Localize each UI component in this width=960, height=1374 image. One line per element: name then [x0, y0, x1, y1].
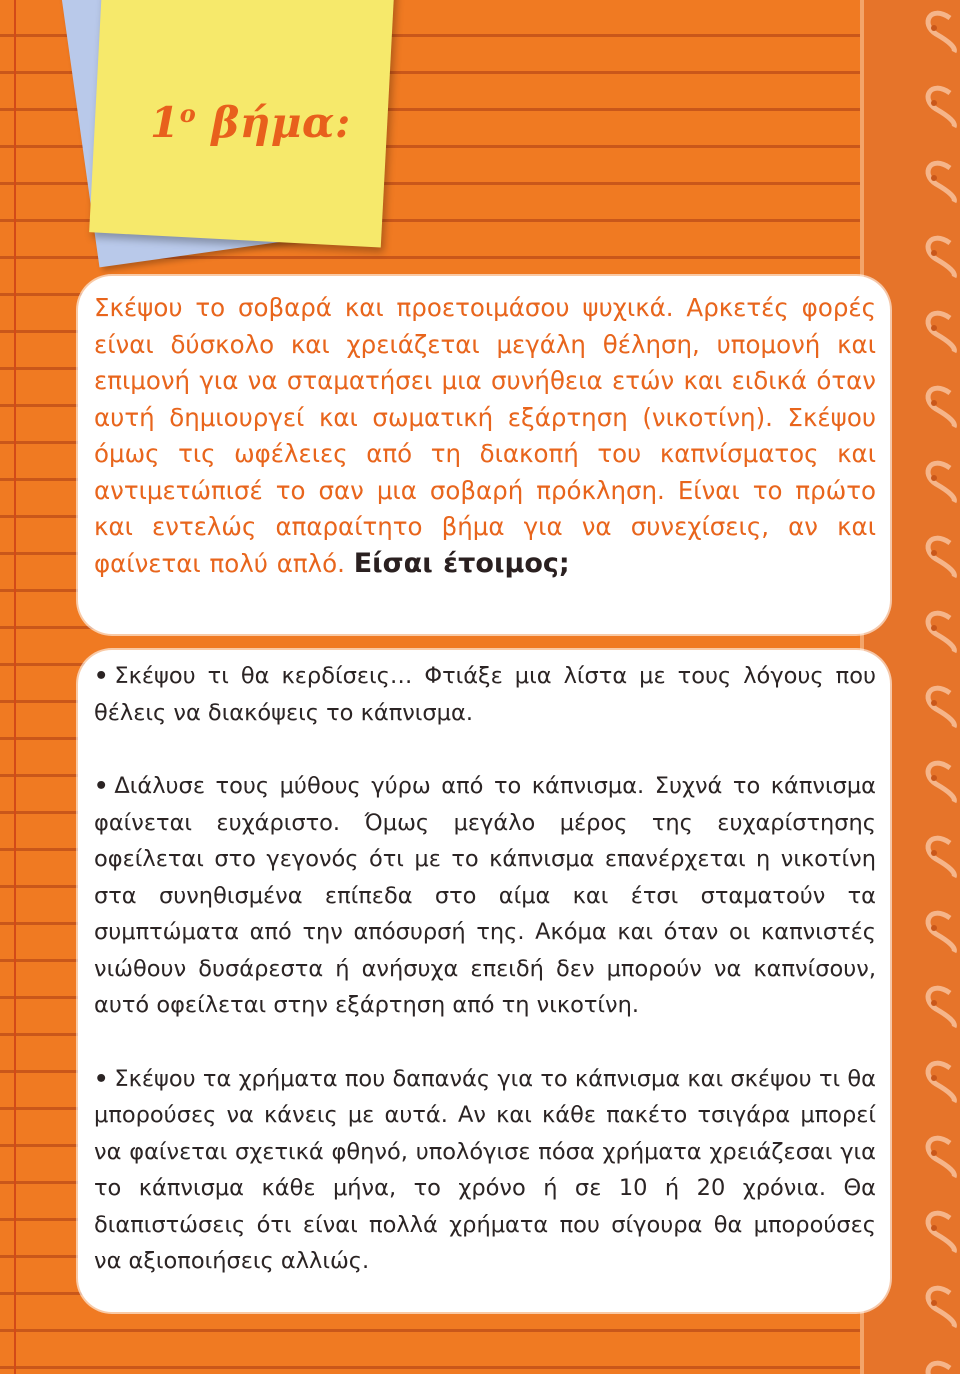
- spiral-ring: [928, 13, 954, 52]
- margin-line: [14, 0, 16, 1374]
- step-number: 1: [150, 98, 180, 147]
- spiral-ring: [928, 463, 954, 502]
- spiral-ring: [928, 1213, 954, 1252]
- spiral-hole: [931, 700, 937, 706]
- spiral-hole: [931, 550, 937, 556]
- step-superscript: ο: [179, 99, 197, 128]
- spiral-hole: [931, 775, 937, 781]
- spiral-hole: [931, 1150, 937, 1156]
- intro-paragraph: [94, 290, 876, 582]
- spiral-hole: [931, 1000, 937, 1006]
- spiral-hole: [931, 850, 937, 856]
- list-item: [94, 768, 876, 1024]
- spiral-ring: [928, 1363, 954, 1374]
- bullet-icon: •: [94, 1065, 109, 1092]
- spiral-ring: [928, 538, 954, 577]
- spiral-hole: [931, 250, 937, 256]
- spiral-hole: [931, 475, 937, 481]
- spiral-ring: [928, 763, 954, 802]
- spiral-ring: [928, 913, 954, 952]
- spiral-ring: [928, 688, 954, 727]
- bullet-icon: •: [94, 663, 109, 689]
- spiral-ring: [928, 313, 954, 352]
- spiral-ring: [928, 1138, 954, 1177]
- spiral-ring: [928, 988, 954, 1027]
- spiral-ring: [928, 613, 954, 652]
- tips-list: [94, 658, 876, 1317]
- list-item: [94, 1061, 876, 1280]
- spiral-hole: [931, 400, 937, 406]
- spiral-hole: [931, 1075, 937, 1081]
- spiral-ring: [928, 1288, 954, 1327]
- spiral-hole: [931, 25, 937, 31]
- list-item: [94, 658, 876, 731]
- spiral-hole: [931, 175, 937, 181]
- bullet-icon: •: [94, 773, 109, 799]
- spiral-ring: [928, 88, 954, 127]
- spiral-hole: [931, 1300, 937, 1306]
- intro-text: Σκέψου το σοβαρά και προετοιμάσου ψυχικά. Αρκετές φορές είναι δύσκολο και χρειάζεται μεγάλη θέληση, υπομονή και επιμονή για να σταματήσει μια συνήθεια ετών και ειδικά όταν αυτή δημιουργεί και σωματική εξάρτηση (νικοτίνη). Σκέψου όμως τις ωφέλειες από τη διακοπή του καπνίσματος και αντιμετώπισέ το σαν μια σοβαρή πρόκληση. Είναι το πρώτο και εντελώς απαραίτητο βήμα για να συνεχίσεις, αν και φαίνεται πολύ απλό.: [94, 293, 876, 578]
- spiral-ring: [928, 163, 954, 202]
- step-title: [150, 98, 351, 147]
- spiral-hole: [931, 925, 937, 931]
- spiral-ring: [928, 838, 954, 877]
- spiral-hole: [931, 625, 937, 631]
- spiral-hole: [931, 100, 937, 106]
- tip-text: Σκέψου τι θα κερδίσεις… Φτιάξε μια λίστα με τους λόγους που θέλεις να διακόψεις το κάπνισμα.: [94, 663, 876, 726]
- tip-text: Σκέψου τα χρήματα που δαπανάς για το κάπνισμα και σκέψου τι θα μπορούσες να κάνεις με αυτά. Αν και κάθε πακέτο τσιγάρα μπορεί να φαίνεται σχετικά φθηνό, υπολόγισε πόσα χρήματα χρειάζεσαι για το κάπνισμα κάθε μήνα, το χρόνο ή σε 10 ή 20 χρόνια. Θα διαπιστώσεις ότι είναι πολλά χρήματα που σίγουρα θα μπορούσες να αξιοποιήσεις αλλιώς.: [94, 1065, 876, 1274]
- spiral-ring: [928, 388, 954, 427]
- spiral-hole: [931, 1225, 937, 1231]
- spiral-ring: [928, 238, 954, 277]
- spiral-hole: [931, 325, 937, 331]
- step-word: βήμα:: [196, 98, 351, 147]
- spiral-ring: [928, 1063, 954, 1102]
- tip-text: Διάλυσε τους μύθους γύρω από το κάπνισμα. Συχνά το κάπνισμα φαίνεται ευχάριστο. Όμως μεγάλο μέρος της ευχαρίστησης οφείλεται στο γεγονός ότι με το κάπνισμα επανέρχεται η νικοτίνη στα συνηθισμένα επίπεδα στο αίμα και έτσι σταματούν τα συμπτώματα από την απόσυρσή της. Ακόμα και όταν οι καπνιστές νιώθουν δυσάρεστα ή ανήσυχα επειδή δεν μπορούν να καπνίσουν, αυτό οφείλεται στην εξάρτηση από τη νικοτίνη.: [94, 773, 876, 1018]
- intro-emphasis: Είσαι έτοιμος;: [353, 547, 570, 579]
